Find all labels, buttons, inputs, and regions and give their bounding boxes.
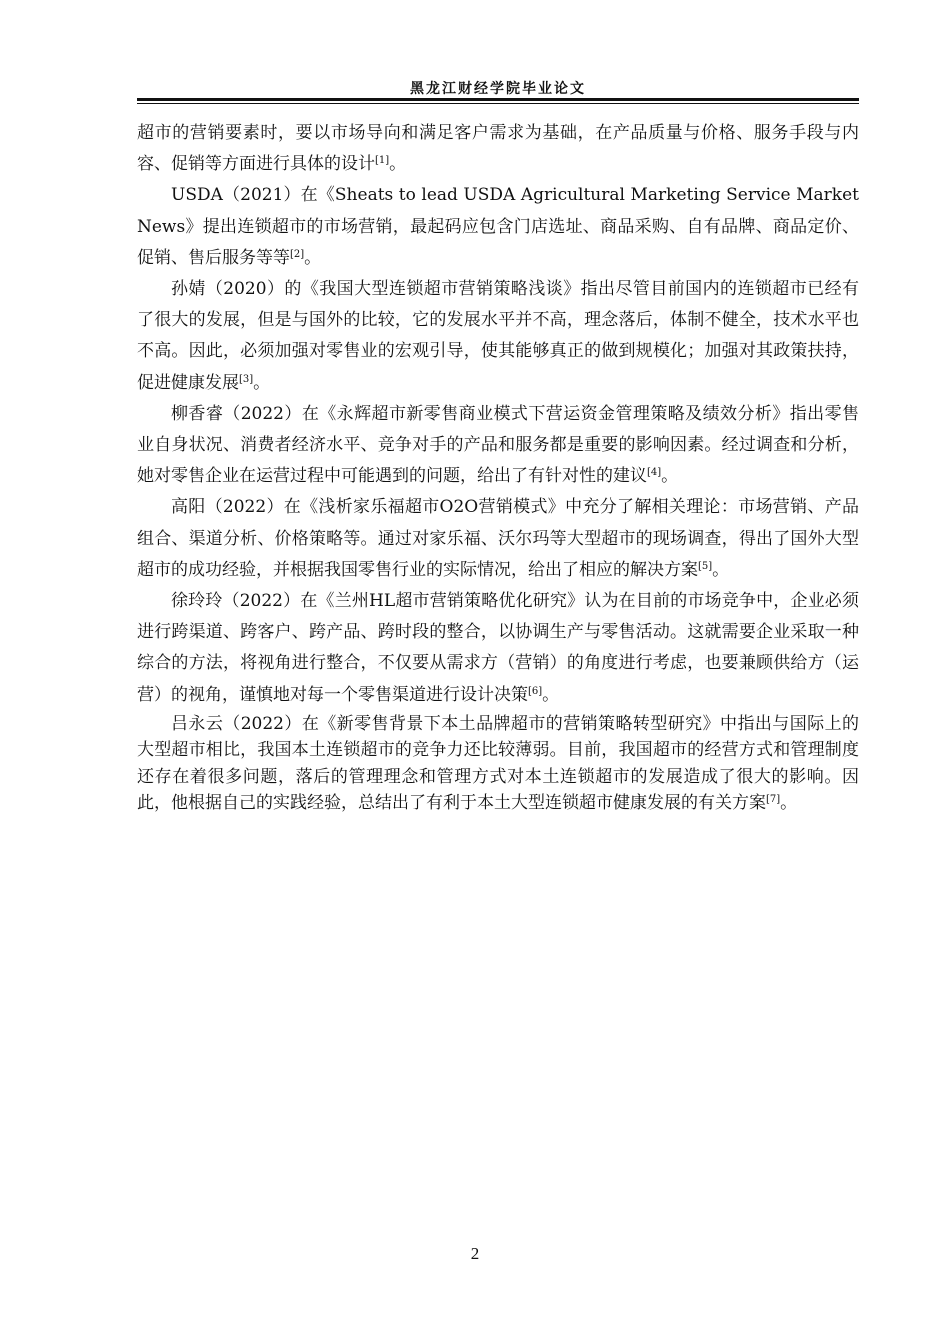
citation-marker: [5] xyxy=(698,560,713,572)
citation-marker: [1] xyxy=(375,155,390,167)
running-header: 黑龙江财经学院毕业论文 xyxy=(410,81,586,97)
body-text xyxy=(137,118,859,817)
citation-marker: [2] xyxy=(290,248,305,260)
paragraph xyxy=(137,180,859,274)
citation-marker: [4] xyxy=(647,467,662,479)
citation-marker: [7] xyxy=(766,794,781,806)
paragraph xyxy=(137,492,859,586)
paragraph-end: 。 xyxy=(661,466,679,487)
paragraph xyxy=(137,399,859,493)
header-rule-thin xyxy=(137,103,859,104)
citation-marker: [6] xyxy=(528,685,543,697)
paragraph-text: 高阳（2022）在《浅析家乐福超市O2O营销模式》中充分了解相关理论：市场营销、产品组合、渠道分析、价格策略等。通过对家乐福、沃尔玛等大型超市的现场调查，得出了国外大型超市的成功经验，并根据我国零售行业的实际情况，给出了相应的解决方案 xyxy=(137,497,859,580)
paragraph xyxy=(137,711,859,817)
paragraph-text: USDA（2021）在《Sheats to lead USDA Agricultural Marketing Service Market News》提出连锁超市的市场营销，最起码应包含门店选址、商品采购、自有品牌、商品定价、促销、售后服务等等 xyxy=(137,185,859,268)
paragraph-end: 。 xyxy=(542,684,560,705)
citation-marker: [3] xyxy=(239,373,254,385)
paragraph-end: 。 xyxy=(712,559,730,580)
paragraph-end: 。 xyxy=(389,154,407,175)
paragraph-text: 孙婧（2020）的《我国大型连锁超市营销策略浅谈》指出尽管目前国内的连锁超市已经有了很大的发展，但是与国外的比较，它的发展水平并不高，理念落后，体制不健全，技术水平也不高。因此，必须加强对零售业的宏观引导，使其能够真正的做到规模化；加强对其政策扶持，促进健康发展 xyxy=(137,279,859,393)
paragraph-end: 。 xyxy=(304,247,322,268)
paragraph xyxy=(137,274,859,399)
paragraph-end: 。 xyxy=(780,793,798,814)
paragraph xyxy=(137,118,859,180)
paragraph-end: 。 xyxy=(253,372,271,393)
page-number: 2 xyxy=(470,1244,480,1263)
paragraph xyxy=(137,586,859,711)
paragraph-text: 柳香睿（2022）在《永辉超市新零售商业模式下营运资金管理策略及绩效分析》指出零售业自身状况、消费者经济水平、竞争对手的产品和服务都是重要的影响因素。经过调查和分析，她对零售企业在运营过程中可能遇到的问题，给出了有针对性的建议 xyxy=(137,403,859,487)
header-rule-thick xyxy=(137,98,859,101)
paragraph-text: 吕永云（2022）在《新零售背景下本土品牌超市的营销策略转型研究》中指出与国际上的大型超市相比，我国本土连锁超市的竞争力还比较薄弱。目前，我国超市的经营方式和管理制度还存在着很多问题，落后的管理理念和管理方式对本土连锁超市的发展造成了很大的影响。因此，他根据自己的实践经验，总结出了有利于本土大型连锁超市健康发展的有关方案 xyxy=(137,713,859,814)
paragraph-text: 超市的营销要素时，要以市场导向和满足客户需求为基础，在产品质量与价格、服务手段与内容、促销等方面进行具体的设计 xyxy=(137,123,859,175)
paragraph-text: 徐玲玲（2022）在《兰州HL超市营销策略优化研究》认为在目前的市场竞争中，企业必须进行跨渠道、跨客户、跨产品、跨时段的整合，以协调生产与零售活动。这就需要企业采取一种综合的方法，将视角进行整合，不仅要从需求方（营销）的角度进行考虑，也要兼顾供给方（运营）的视角，谨慎地对每一个零售渠道进行设计决策 xyxy=(137,591,859,705)
